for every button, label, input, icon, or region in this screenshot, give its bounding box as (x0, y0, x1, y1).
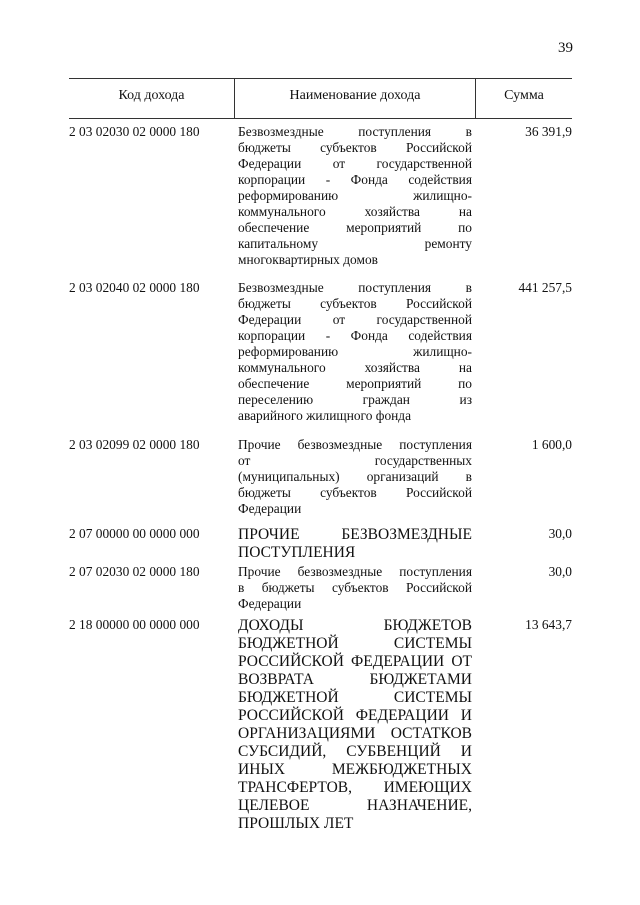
name-line: Федерации (238, 501, 302, 516)
name-line: ПОСТУПЛЕНИЯ (238, 544, 356, 561)
name-line: корпорации - Фонда содействия (238, 328, 472, 343)
page-number: 39 (558, 40, 573, 56)
name-line: Безвозмездные поступления в (238, 124, 472, 139)
row-code: 2 18 00000 00 0000 000 (69, 617, 200, 632)
name-line: Федерации от государственной (238, 156, 472, 171)
name-line: корпорации - Фонда содействия (238, 172, 472, 187)
name-line: реформированию жилищно- (238, 344, 472, 359)
row-name (238, 617, 472, 833)
row-code: 2 03 02040 02 0000 180 (69, 280, 200, 295)
name-line: Прочие безвозмездные поступления (238, 564, 472, 579)
name-line: СУБСИДИЙ, СУБВЕНЦИЙ И (238, 743, 472, 760)
row-code: 2 03 02099 02 0000 180 (69, 437, 200, 452)
name-line: от государственных (238, 453, 472, 468)
header-sum: Сумма (504, 88, 544, 103)
header-bottom-rule (69, 118, 572, 119)
row-code: 2 07 02030 02 0000 180 (69, 564, 200, 579)
name-line: (муниципальных) организаций в (238, 469, 472, 484)
name-line: ДОХОДЫ БЮДЖЕТОВ (238, 617, 472, 634)
row-sum: 30,0 (548, 526, 572, 541)
name-line: ТРАНСФЕРТОВ, ИМЕЮЩИХ (238, 779, 472, 796)
name-line: коммунального хозяйства на (238, 204, 472, 219)
table-top-rule (69, 78, 572, 79)
row-code: 2 07 00000 00 0000 000 (69, 526, 200, 541)
row-sum: 1 600,0 (531, 437, 572, 452)
name-line: обеспечение мероприятий по (238, 376, 472, 391)
name-line: бюджеты субъектов Российской (238, 485, 472, 500)
name-line: Федерации от государственной (238, 312, 472, 327)
row-sum: 30,0 (548, 564, 572, 579)
name-line: ОРГАНИЗАЦИЯМИ ОСТАТКОВ (238, 725, 472, 742)
name-line: бюджеты субъектов Российской (238, 296, 472, 311)
name-line: БЮДЖЕТНОЙ СИСТЕМЫ (238, 689, 472, 706)
name-line: ПРОШЛЫХ ЛЕТ (238, 815, 354, 832)
name-line: Безвозмездные поступления в (238, 280, 472, 295)
name-line: ИНЫХ МЕЖБЮДЖЕТНЫХ (238, 761, 472, 778)
name-line: РОССИЙСКОЙ ФЕДЕРАЦИИ ОТ (238, 653, 472, 670)
name-line: Прочие безвозмездные поступления (238, 437, 472, 452)
row-sum: 36 391,9 (525, 124, 572, 139)
name-line: многоквартирных домов (238, 252, 378, 267)
name-line: реформированию жилищно- (238, 188, 472, 203)
name-line: бюджеты субъектов Российской (238, 140, 472, 155)
name-line: капитальному ремонту (238, 236, 472, 251)
row-name (238, 564, 472, 612)
name-line: коммунального хозяйства на (238, 360, 472, 375)
row-name (238, 437, 472, 517)
name-line: переселению граждан из (238, 392, 472, 407)
name-line: аварийного жилищного фонда (238, 408, 412, 423)
name-line: в бюджеты субъектов Российской (238, 580, 472, 595)
row-name (238, 526, 472, 562)
name-line: БЮДЖЕТНОЙ СИСТЕМЫ (238, 635, 472, 652)
row-sum: 13 643,7 (525, 617, 572, 632)
name-line: РОССИЙСКОЙ ФЕДЕРАЦИИ И (238, 707, 472, 724)
header-name: Наименование дохода (289, 88, 421, 103)
row-code: 2 03 02030 02 0000 180 (69, 124, 200, 139)
name-line: обеспечение мероприятий по (238, 220, 472, 235)
row-name (238, 280, 472, 424)
header-code: Код дохода (118, 88, 185, 103)
name-line: ВОЗВРАТА БЮДЖЕТАМИ (238, 671, 472, 688)
name-line: ПРОЧИЕ БЕЗВОЗМЕЗДНЫЕ (238, 526, 472, 543)
name-line: Федерации (238, 596, 302, 611)
row-sum: 441 257,5 (518, 280, 572, 295)
name-line: ЦЕЛЕВОЕ НАЗНАЧЕНИЕ, (238, 797, 472, 814)
row-name (238, 124, 472, 268)
